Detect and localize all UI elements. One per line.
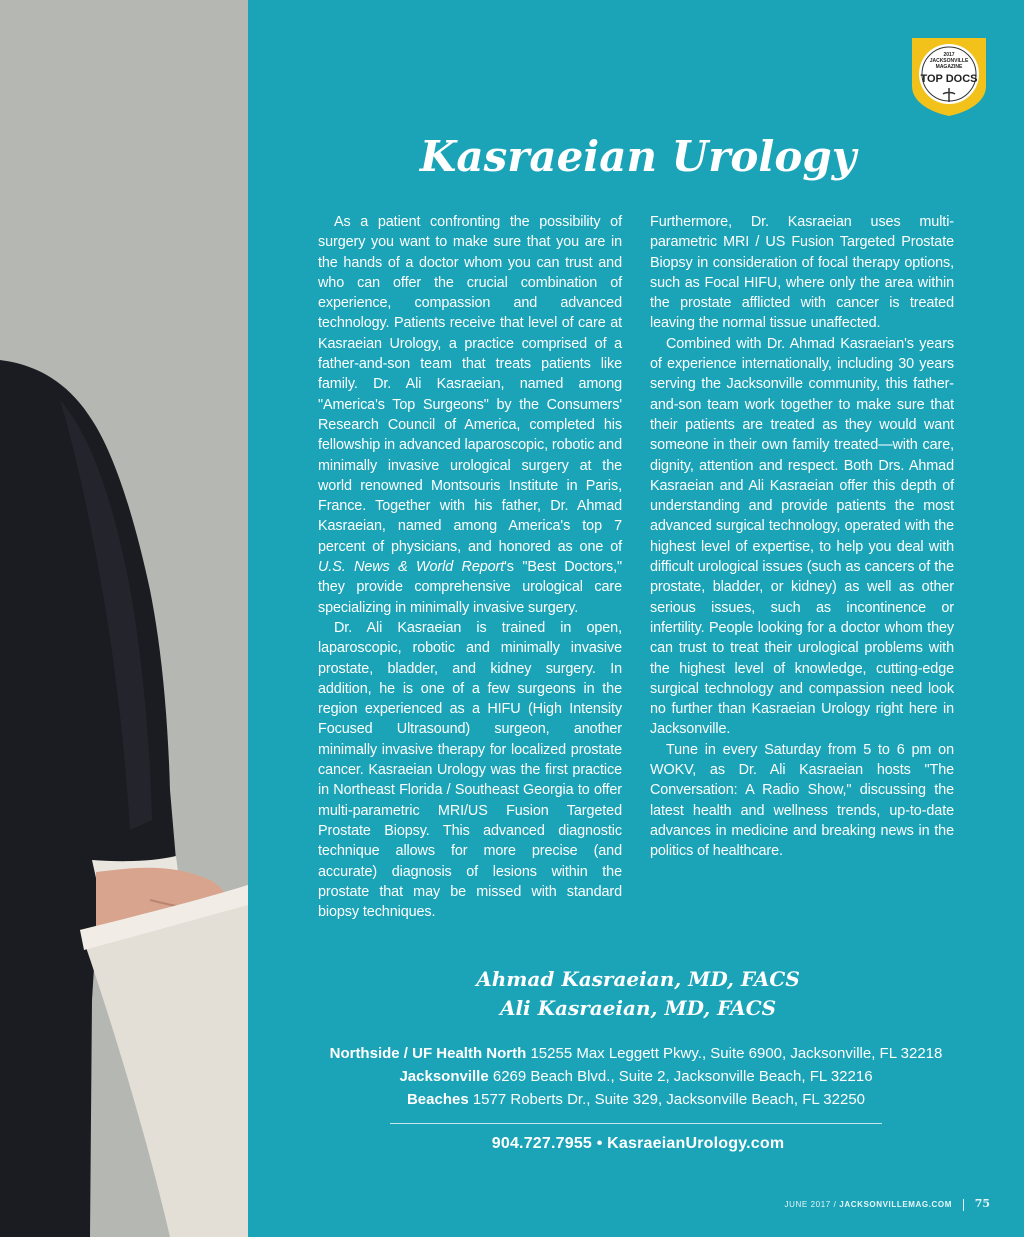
photo-illustration [0,0,248,1237]
location-name: Beaches [406,1091,469,1108]
issue-date: JUNE 2017 / [784,1200,837,1209]
doctor-photo [0,0,248,1237]
website-link[interactable]: KasraeianUrology.com [607,1135,785,1152]
locations [288,1042,984,1111]
location-name: Jacksonville [399,1068,489,1085]
badge-line2: MAGAZINE [935,64,963,70]
publication-name: U.S. News & World Report [318,559,505,576]
page-number: 75 [974,1197,990,1210]
text-run: As a patient confronting the possibility of surgery you want to make sure that you are in the hands of a doctor whom you can trust and who can offer the crucial combination of experience, compassion and advanced technology. Patients receive that level of care at [318,214,622,332]
location-row [288,1088,984,1111]
text-run: , a practice comprised of a father-and-son team that treats patients like family. [318,335,622,393]
doctor-name-2: Ali Kasraeian, MD, FACS [499,996,777,1020]
page-footer [784,1197,990,1211]
right-paragraph-1: Furthermore, Dr. Kasraeian uses multi-parametric MRI / US Fusion Targeted Prostate Biopsy in consideration of focal therapy options, such as Focal HIFU, where only the area within the prostate afflicted with cancer is treated leaving the normal tissue unaffected. [650,214,954,332]
badge-main-text: TOP DOCS [920,73,978,85]
left-paragraph-1 [318,212,622,618]
left-paragraph-2: Dr. Ali Kasraeian is trained in open, laparoscopic, robotic and minimally invasive prostate, bladder, and kidney surgery. In addition, he is one of a few surgeons in the region experienced as a HIFU (High Intensity Focused Ultrasound) surgeon, another minimally invasive therapy for localized prostate cancer. Kasraeian Urology was the first practice in Northeast Florida / Southeast Georgia to offer multi-parametric MRI/US Fusion Targeted Prostate Biopsy. This advanced diagnostic technique allows for more precise (and accurate) diagnosis of lesions within the prostate that may be missed with standard biopsy techniques. [318,619,622,921]
location-address: 1577 Roberts Dr., Suite 329, Jacksonville Beach, FL 32250 [472,1091,866,1108]
right-column [650,212,954,862]
doctor-name: Dr. Ahmad Kasraeian [318,498,623,535]
location-name: Northside / UF Health North [329,1045,527,1062]
doctor-name-1: Ahmad Kasraeian, MD, FACS [476,967,800,991]
left-column [318,212,622,922]
magazine-site: JACKSONVILLEMAG.COM [839,1200,953,1209]
right-paragraph-3: Tune in every Saturday from 5 to 6 pm on WOKV, as Dr. Ali Kasraeian hosts "The Conversation: A Radio Show," discussing the latest health and wellness trends, up-to-date advances in medicine and breaking news in the politics of healthcare. [650,741,954,860]
location-address: 6269 Beach Blvd., Suite 2, Jacksonville Beach, FL 32216 [492,1068,873,1085]
location-row [288,1065,984,1088]
right-paragraph-2: Combined with Dr. Ahmad Kasraeian's years of experience internationally, including 30 years serving the Jacksonville community, this father-and-son team work together to make sure that their patients are treated as they would want someone in their own family treated—with care, dignity, attention and respect. Both Drs. Ahmad Kasraeian and Ali Kasraeian offer this depth of understanding and provide patients the most advanced surgical technology, operated with the highest level of expertise, to help you deal with difficult urological issues (such as cancers of the prostate, bladder, or kidney) as well as other serious issues, such as incontinence or infertility. People looking for a doctor whom they can trust to treat their urological problems with the highest level of knowledge, cutting-edge surgical technology and compassion need look no further than Kasraeian Urology right here in Jacksonville. [650,335,954,738]
contact-line [338,1135,938,1153]
divider [390,1123,882,1124]
badge-line1: JACKSONVILLE [929,58,969,64]
article-title: Kasraeian Urology [419,132,857,181]
location-address: 15255 Max Leggett Pkwy., Suite 6900, Jacksonville, FL 32218 [530,1045,943,1062]
practice-name: Kasraeian Urology [318,335,438,352]
text-run: , named among America's top 7 percent of physicians, and honored as one of [318,518,622,555]
bullet-separator: • [596,1135,603,1152]
footer-separator [963,1199,964,1211]
badge-year: 2017 [943,52,955,58]
text-run: 's "Best Doctors," they provide comprehensive urological care specializing in minimally invasive surgery. [318,559,622,616]
article-panel [248,0,1024,1237]
text-run: , named among "America's Top Surgeons" by the Consumers' Research Council of America, completed his fellowship in advanced laparoscopic, robotic and minimally invasive urological surgery at the world renowned Montsouris Institute in Paris, France. Together with his father, [318,376,622,515]
doctor-names [338,965,938,1023]
location-row [288,1042,984,1065]
phone-number[interactable]: 904.727.7955 [491,1135,593,1152]
doctor-name: Dr. Ali Kasraeian [373,376,501,393]
top-docs-badge [908,34,990,116]
